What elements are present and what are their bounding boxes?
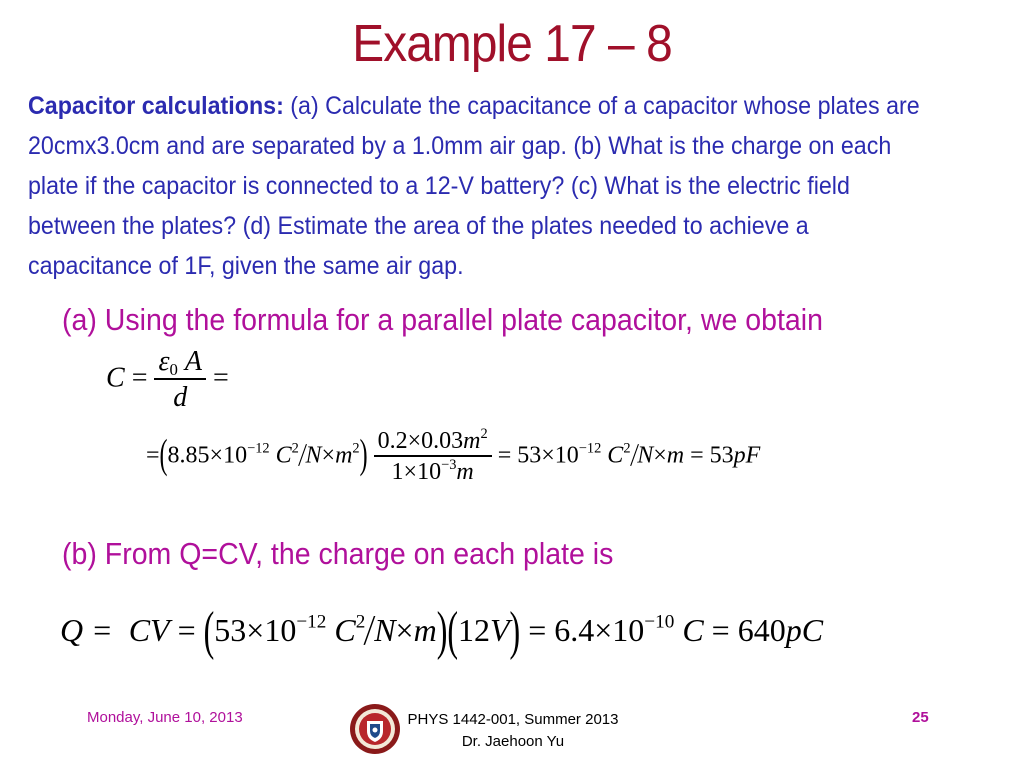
left-paren: ( [159,433,168,478]
result-unit-coulomb: C [607,442,624,469]
permittivity-exponent: −12 [247,440,270,457]
result-exp: −12 [578,440,602,457]
charge-result: = 6.4×10 [528,612,645,648]
eq2-equals: = [146,442,160,469]
problem-lead: Capacitor calculations: [28,92,284,120]
q-unit-coulomb: C [334,612,356,648]
q-left-paren-1: ( [203,599,215,661]
page-number: 25 [912,709,929,726]
eq1-equals: = [131,362,148,394]
gap-value: 1×10 [391,459,442,485]
footer-course [388,709,638,753]
final-charge: = 640 [711,612,786,648]
unit-meter: m [335,442,353,469]
capacitance-value: 53×10 [214,612,297,648]
slide-title: Example 17 – 8 [352,15,672,73]
q-unit-coulomb-exp: 2 [355,611,366,633]
result-unit-newton: N [637,442,654,469]
q-unit-meter: m [413,612,437,648]
capacitance-exp: −12 [296,611,327,633]
final-charge-unit: pC [785,612,824,648]
slash: / [297,437,308,473]
part-b-text: (b) From Q=CV, the charge on each plate is [62,536,614,571]
eq1-fraction [154,346,206,414]
unit-meter-exp: 2 [352,440,360,457]
area-value: 0.2×0.03 [377,428,464,454]
area-unit: m [463,428,481,454]
q-times: × [395,612,414,648]
final-capacitance-unit: pF [733,442,761,469]
q-unit-newton: N [374,612,396,648]
charge-calculation [60,599,824,661]
final-capacitance: = 53 [690,442,734,469]
epsilon-symbol: ε [158,346,170,377]
charge-result-exp: −10 [644,611,675,633]
part-a-text: (a) Using the formula for a parallel plate capacitor, we obtain [62,302,823,337]
q-right-paren-1: ) [436,599,448,661]
cv-term: CV [128,612,170,648]
permittivity-value: 8.85×10 [167,442,248,469]
footer-date: Monday, June 10, 2013 [87,709,243,726]
charge-equals: = [177,612,196,648]
gap-exp: −3 [441,456,457,473]
course-name: PHYS 1442-001, Summer 2013 [407,711,619,728]
charge-lhs: Q = [60,612,113,648]
capacitance-formula [106,346,229,414]
eq1-lhs: C [106,362,125,394]
result-slash: / [628,437,640,473]
area-exp: 2 [480,425,488,442]
area-symbol: A [184,346,203,377]
voltage-value: 12 [458,612,490,648]
instructor-name: Dr. Jaehoon Yu [461,733,565,750]
result-unit-coulomb-exp: 2 [623,440,631,457]
voltage-unit: V [490,612,510,648]
charge-result-unit: C [682,612,704,648]
problem-text: (a) Calculate the capacitance of a capacitor whose plates are 20cmx3.0cm and are separated by a 1.0mm air gap. (b) What is the charge on each plate if the capacitor is connected to a 12-V battery? (c) What is the electric field between the plates? (d) Estimate the area of the plates needed to achieve a capacitance of 1F, given the same air gap. [28,92,920,280]
unit-newton: N [305,442,322,469]
result-times: × [653,442,667,469]
result-unit-meter: m [666,442,685,469]
epsilon-subscript: 0 [169,360,178,380]
problem-statement [28,86,935,286]
capacitance-calculation [146,425,761,486]
eq2-fraction [374,425,492,486]
gap-unit: m [456,459,474,485]
unit-coulomb-exp: 2 [291,440,299,457]
eq1-trailing-equals: = [213,362,229,394]
right-paren: ) [359,433,368,478]
q-right-paren-2: ) [509,599,521,661]
distance-symbol: d [173,382,188,413]
result-value: = 53×10 [497,442,579,469]
unit-coulomb: C [275,442,292,469]
q-left-paren-2: ( [447,599,458,661]
times-sign: × [321,442,336,469]
q-slash: / [362,605,377,655]
